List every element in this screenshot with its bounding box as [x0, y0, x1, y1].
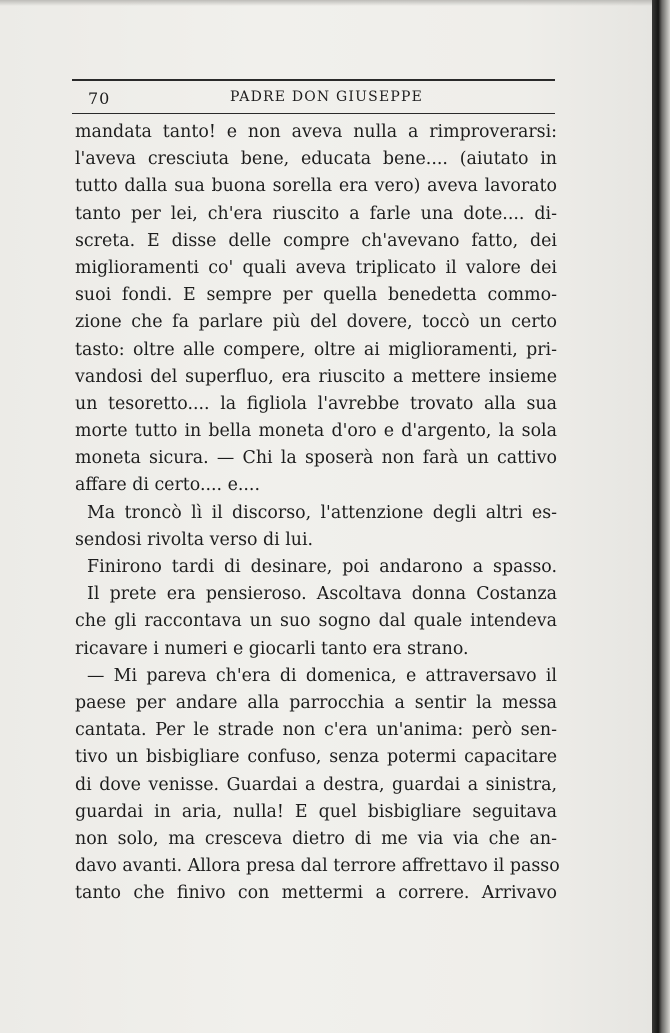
text-line: Il prete era pensieroso. Ascoltava donna Costanza: [87, 584, 557, 605]
body-text: [75, 119, 560, 907]
text-line: Ma troncò lì il discorso, l'attenzione degli altri es-: [87, 502, 557, 523]
text-line: moneta sicura. — Chi la sposerà non farà un cattivo: [75, 448, 557, 469]
text-line: zione che fa parlare più del dovere, toccò un certo: [75, 312, 557, 333]
text-line: — Mi pareva ch'era di domenica, e attraversavo il: [87, 665, 557, 686]
text-line: miglioramenti co' quali aveva triplicato il valore dei: [75, 257, 557, 278]
text-line: suoi fondi. E sempre per quella benedetta commo-: [75, 285, 557, 306]
text-line: di dove venisse. Guardai a destra, guardai a sinistra,: [75, 774, 557, 795]
text-line: tivo un bisbigliare confuso, senza potermi capacitare: [75, 747, 557, 768]
text-line: affare di certo.... e....: [75, 475, 260, 496]
header-rule-bottom: [72, 113, 555, 114]
text-line: un tesoretto.... la figliola l'avrebbe trovato alla sua: [75, 393, 557, 414]
text-line: che gli raccontava un suo sogno dal quale intendeva: [75, 611, 557, 632]
text-line: tutto dalla sua buona sorella era vero) aveva lavorato: [75, 176, 557, 197]
text-line: sendosi rivolta verso di lui.: [75, 529, 314, 550]
text-line: davo avanti. Allora presa dal terrore affrettavo il passo: [75, 856, 560, 877]
text-line: morte tutto in bella moneta d'oro e d'argento, la sola: [75, 421, 557, 442]
text-line: screta. E disse delle compre ch'avevano fatto, dei: [75, 230, 557, 251]
text-line: vandosi del superfluo, era riuscito a mettere insieme: [75, 366, 557, 387]
text-line: tasto: oltre alle compere, oltre ai miglioramenti, pri-: [75, 339, 557, 360]
running-header: [72, 86, 555, 110]
page-number: 70: [88, 89, 111, 108]
header-rule-top: [72, 79, 555, 81]
running-title: PADRE DON GIUSEPPE: [229, 89, 424, 105]
text-line: cantata. Per le strade non c'era un'anima: però sen-: [75, 720, 557, 741]
text-line: ricavare i numeri e giocarli tanto era strano.: [75, 638, 469, 659]
text-line: tanto che finivo con mettermi a correre. Arrivavo: [75, 883, 557, 904]
text-line: mandata tanto! e non aveva nulla a rimproverarsi:: [75, 122, 557, 142]
text-line: tanto per lei, ch'era riuscito a farle una dote.... di-: [75, 203, 557, 224]
text-line: l'aveva cresciuta bene, educata bene.... (aiutato in: [75, 149, 557, 170]
text-line: guardai in aria, nulla! E quel bisbigliare seguitava: [75, 801, 557, 822]
text-line: paese per andare alla parrocchia a sentir la messa: [75, 692, 557, 713]
text-line: Finirono tardi di desinare, poi andarono a spasso.: [87, 557, 557, 577]
text-line: non solo, ma cresceva dietro di me via via che an-: [75, 828, 557, 849]
page-top-shadow: [0, 0, 652, 6]
page-binding-edge: [652, 0, 670, 1033]
